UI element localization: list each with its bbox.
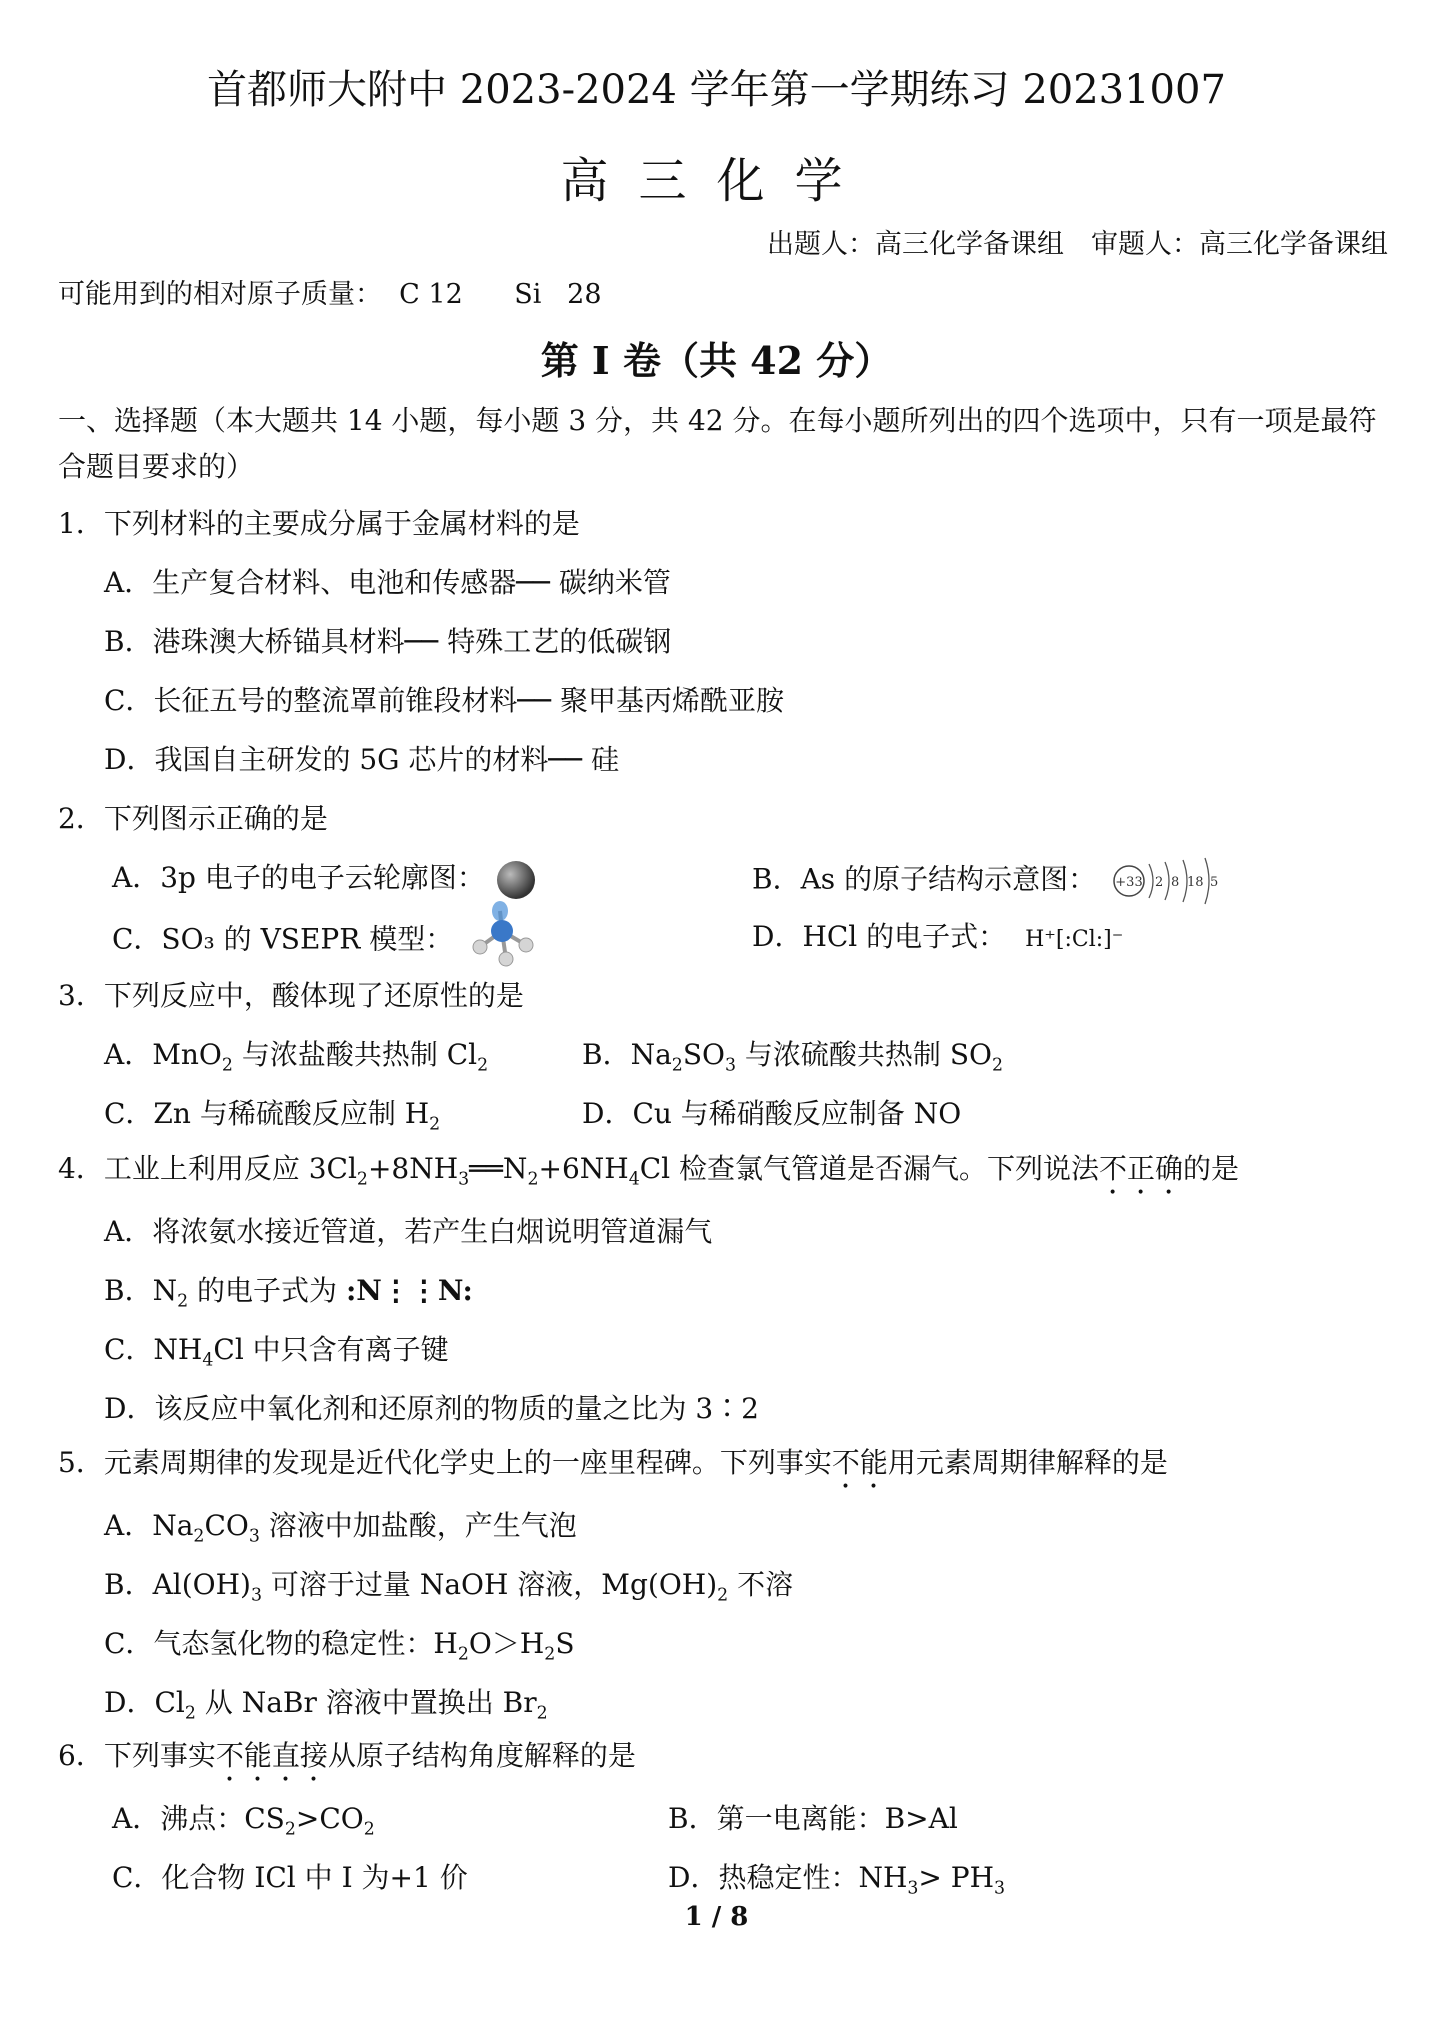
question-3-option-b-text: SO — [682, 1038, 725, 1071]
question-2-stem: 2．下列图示正确的是 — [58, 802, 328, 835]
question-3-option-c-text: C．Zn 与稀硫酸反应制 H — [104, 1097, 430, 1130]
section-instructions: 一、选择题（本大题共 14 小题，每小题 3 分，共 42 分。在每小题所列出的四个选项中，只有一项是最符合题目要求的） — [58, 404, 1377, 483]
shell-count: 18 — [1186, 875, 1204, 890]
question-5-option-d-text: D．Cl — [104, 1686, 185, 1719]
question-5-option-b-text: 不溶 — [728, 1568, 794, 1601]
sphere-orbital-icon — [494, 858, 538, 902]
question-6-option-c: C．化合物 ICl 中 I 为+1 价 — [112, 1861, 468, 1894]
exam-authors: 出题人：高三化学备课组 审题人：高三化学备课组 — [767, 229, 1388, 260]
question-6-option-a — [112, 1797, 375, 1840]
section-heading: 第 I 卷（共 42 分） — [540, 338, 893, 383]
subscript: 2 — [193, 1526, 205, 1547]
question-5-stem — [58, 1441, 1168, 1495]
question-6-option-a-text: >CO — [295, 1802, 364, 1835]
subscript: 2 — [477, 1055, 489, 1076]
question-5-option-a — [104, 1504, 577, 1547]
question-5-stem-text: 5．元素周期律的发现是近代化学史上的一座里程碑。下列事实 — [58, 1446, 832, 1479]
subscript: 2 — [284, 1819, 296, 1840]
question-3-option-d: D．Cu 与稀硝酸反应制备 NO — [582, 1097, 962, 1130]
emphasis-text: 不能 — [831, 1446, 888, 1479]
question-5-option-d — [104, 1681, 548, 1724]
question-3-option-a — [104, 1033, 488, 1076]
question-4-option-a: A．将浓氨水接近管道，若产生白烟说明管道漏气 — [104, 1215, 713, 1248]
subscript: 2 — [991, 1055, 1004, 1076]
subscript: 2 — [429, 1114, 441, 1135]
question-4-option-b — [104, 1269, 473, 1312]
question-6-option-a-text: A．沸点：CS — [112, 1802, 285, 1835]
shell-arc — [1205, 858, 1209, 904]
shell-arc — [1149, 864, 1153, 898]
subscript: 2 — [671, 1055, 683, 1076]
subscript: 2 — [221, 1055, 233, 1076]
subscript: 2 — [457, 1644, 469, 1665]
subscript: 3 — [724, 1055, 737, 1076]
nucleus-charge: +33 — [1115, 875, 1143, 890]
emphasis-text: 不正确 — [1099, 1152, 1184, 1185]
question-4-option-c-text: Cl 中只含有离子键 — [213, 1333, 449, 1366]
question-6-stem — [58, 1734, 636, 1788]
subscript: 4 — [202, 1350, 214, 1371]
shell-arc — [1165, 862, 1169, 900]
question-3-option-a-text: 与浓盐酸共热制 Cl — [232, 1038, 478, 1071]
subscript: 2 — [177, 1291, 189, 1312]
question-5-option-c-text: O＞H — [468, 1627, 545, 1660]
question-5-option-d-text: 从 NaBr 溶液中置换出 Br — [195, 1686, 537, 1719]
question-2-option-a — [112, 856, 538, 902]
question-4-stem — [58, 1147, 1239, 1201]
question-1-stem: 1．下列材料的主要成分属于金属材料的是 — [58, 507, 580, 540]
atomic-structure-diagram — [1111, 856, 1221, 906]
question-2-option-b — [752, 856, 1221, 906]
subscript: 2 — [356, 1169, 368, 1190]
page-number: 1 / 8 — [684, 1902, 749, 1932]
question-1-option-d: D．我国自主研发的 5G 芯片的材料── 硅 — [104, 743, 620, 776]
question-6-stem-text: 从原子结构角度解释的是 — [327, 1739, 636, 1772]
question-2-option-d — [752, 915, 1123, 955]
question-4-stem-text: ══N — [469, 1152, 528, 1185]
question-2-option-c — [112, 915, 552, 967]
subscript: 3 — [907, 1878, 919, 1899]
emphasis-text: 不能直接 — [215, 1739, 328, 1772]
question-5-option-a-text: A．Na — [104, 1509, 194, 1542]
question-3-option-a-text: A．MnO — [104, 1038, 222, 1071]
question-2-option-a-text: A．3p 电子的电子云轮廓图： — [112, 861, 485, 894]
subscript: 2 — [717, 1585, 729, 1606]
subscript: 2 — [527, 1169, 539, 1190]
question-6-stem-text: 6．下列事实 — [58, 1739, 216, 1772]
question-5-stem-text: 用元素周期律解释的是 — [887, 1446, 1168, 1479]
question-4-stem-text: +8NH — [367, 1152, 459, 1185]
subscript: 2 — [184, 1703, 196, 1724]
shell-count: 8 — [1170, 875, 1180, 890]
question-4-option-c-text: C．NH — [104, 1333, 203, 1366]
question-4-stem-text: 的是 — [1183, 1152, 1240, 1185]
question-5-option-c-text: C．气态氢化物的稳定性：H — [104, 1627, 458, 1660]
hcl-electron-formula: H⁺[:Cl:]⁻ — [1025, 927, 1124, 952]
question-5-option-a-text: CO — [204, 1509, 249, 1542]
subscript: 3 — [994, 1878, 1006, 1899]
question-6-option-d-text: > PH — [918, 1861, 995, 1894]
question-3-option-b-text: 与浓硫酸共热制 SO — [736, 1038, 992, 1071]
question-3-stem: 3．下列反应中，酸体现了还原性的是 — [58, 979, 524, 1012]
question-1-option-a: A．生产复合材料、电池和传感器── 碳纳米管 — [104, 566, 671, 599]
subscript: 2 — [363, 1819, 375, 1840]
subscript: 4 — [628, 1169, 640, 1190]
exam-title: 首都师大附中 2023-2024 学年第一学期练习 20231007 — [207, 67, 1226, 113]
question-5-option-a-text: 溶液中加盐酸，产生气泡 — [259, 1509, 577, 1542]
question-6-option-d — [668, 1856, 1005, 1899]
question-4-stem-text: +6NH — [538, 1152, 629, 1185]
question-4-option-d: D．该反应中氧化剂和还原剂的物质的量之比为 3∶2 — [104, 1392, 759, 1425]
question-2-option-d-text: D．HCl 的电子式： — [752, 920, 1007, 953]
question-4-option-c — [104, 1328, 449, 1371]
question-1-option-c: C．长征五号的整流罩前锥段材料── 聚甲基丙烯酰亚胺 — [104, 684, 785, 717]
question-5-option-b — [104, 1563, 793, 1606]
question-6-option-d-text: D．热稳定性：NH — [668, 1861, 908, 1894]
vsepr-model-icon — [462, 901, 552, 967]
subscript: 2 — [544, 1644, 556, 1665]
exam-subject: 高三化学 — [560, 153, 873, 209]
question-4-stem-text: Cl 检查氯气管道是否漏气。下列说法 — [639, 1152, 1100, 1185]
question-6-option-b: B．第一电离能：B>Al — [668, 1802, 958, 1835]
question-1-option-b: B．港珠澳大桥锚具材料── 特殊工艺的低碳钢 — [104, 625, 672, 658]
question-5-option-c-text: S — [555, 1627, 575, 1660]
question-3-option-c — [104, 1092, 440, 1135]
question-2-option-c-text: C．SO₃ 的 VSEPR 模型： — [112, 922, 454, 956]
shell-count: 2 — [1154, 875, 1164, 890]
shell-count: 5 — [1209, 875, 1219, 890]
subscript: 3 — [458, 1169, 470, 1190]
question-4-option-b-text: B．N — [104, 1274, 178, 1307]
question-5-option-b-text: B．Al(OH) — [104, 1568, 251, 1601]
question-5-option-b-text: 可溶于过量 NaOH 溶液，Mg(OH) — [262, 1568, 718, 1601]
question-2-option-b-text: B．As 的原子结构示意图： — [752, 862, 1097, 896]
question-4-stem-text: 4．工业上利用反应 3Cl — [58, 1152, 357, 1185]
atomic-masses: 可能用到的相对原子质量： C 12 Si 28 — [58, 279, 602, 310]
n2-electron-formula: :N⋮⋮N: — [345, 1274, 473, 1307]
subscript: 3 — [248, 1526, 260, 1547]
question-4-option-b-text: 的电子式为 — [188, 1274, 346, 1307]
question-5-option-c — [104, 1622, 575, 1665]
question-3-option-b — [582, 1033, 1003, 1076]
question-3-option-b-text: B．Na — [582, 1038, 672, 1071]
subscript: 2 — [536, 1703, 548, 1724]
subscript: 3 — [250, 1585, 263, 1606]
